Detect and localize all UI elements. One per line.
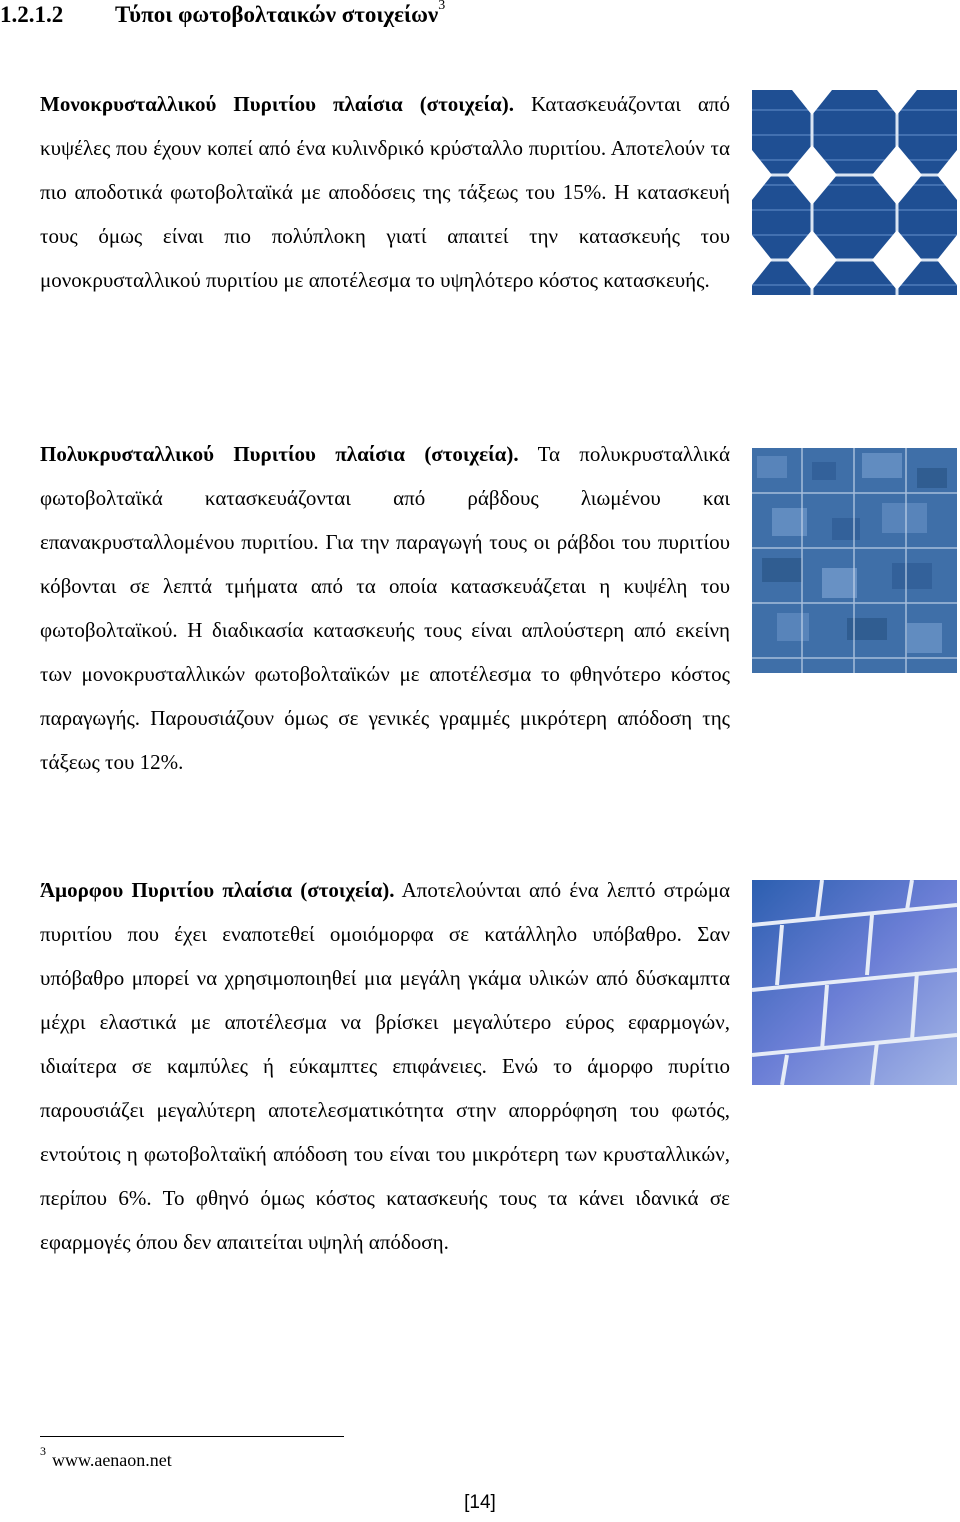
section-heading — [0, 2, 445, 28]
footnote-ref: 3 — [438, 0, 446, 14]
paragraph-body-polycrystalline: Τα πολυκρυσταλλικά φωτοβολταϊκά κατασκευάζονται από ράβδους λιωμένου και επανακρυσταλλομένου πυριτίου. Για την παραγωγή τους οι ράβδοι του πυριτίου κόβονται σε λεπτά τμήματα από τα οποία κατασκευάζεται η κυψέλη του φωτοβολταϊκού. Η διαδικασία κατασκευής τους είναι απλούστερη από εκείνη των μονοκρυσταλλικών φωτοβολταϊκών με αποτέλεσμα το φθηνότερο κόστος παραγωγής. Παρουσιάζουν όμως σε γενικές γραμμές μικρότερη απόδοση της τάξεως του 12%. — [40, 442, 730, 774]
paragraph-polycrystalline — [40, 432, 730, 784]
paragraph-lead-polycrystalline: Πολυκρυσταλλικού Πυριτίου πλαίσια (στοιχεία). — [40, 442, 519, 466]
paragraph-amorphous — [40, 868, 730, 1264]
heading-number: 1.2.1.2 — [0, 2, 64, 27]
paragraph-monocrystalline — [40, 82, 730, 302]
footnote — [40, 1444, 172, 1471]
footnote-mark: 3 — [40, 1444, 46, 1458]
paragraph-body-amorphous: Αποτελούνται από ένα λεπτό στρώμα πυριτίου που έχει εναποτεθεί ομοιόμορφα σε κατάλληλο υπόβαθρο. Σαν υπόβαθρο μπορεί να χρησιμοποιηθεί μια μεγάλη γκάμα υλικών από δύσκαμπτα μέχρι ελαστικά με αποτέλεσμα να βρίσκει μεγαλύτερο εύρος εφαρμογών, ιδιαίτερα σε καμπύλες ή εύκαμπτες επιφάνειες. Ενώ το άμορφο πυρίτιο παρουσιάζει μεγαλύτερη αποτελεσματικότητα στην απορρόφηση του φωτός, εντούτοις η φωτοβολταϊκή απόδοση του είναι του μικρότερη των κρυσταλλικών, περίπου 6%. Το φθηνό όμως κόστος κατασκευής τους τα κάνει ιδανικά σε εφαρμογές όπου δεν απαιτείται υψηλή απόδοση. — [40, 878, 730, 1254]
footnote-link[interactable]: www.aenaon.net — [52, 1450, 172, 1470]
amorphous-panel-image — [752, 880, 957, 1085]
paragraph-lead-amorphous: Άμορφου Πυριτίου πλαίσια (στοιχεία). — [40, 878, 395, 902]
paragraph-lead-monocrystalline: Μονοκρυσταλλικού Πυριτίου πλαίσια (στοιχεία). — [40, 92, 514, 116]
monocrystalline-panel-image — [752, 90, 957, 295]
heading-title: Τύποι φωτοβολταικών στοιχείων — [115, 2, 439, 27]
polycrystalline-panel-image — [752, 448, 957, 673]
paragraph-body-monocrystalline: Κατασκευάζονται από κυψέλες που έχουν κοπεί από ένα κυλινδρικό κρύσταλλο πυριτίου. Αποτελούν τα πιο αποδοτικά φωτοβολταϊκά με αποδόσεις της τάξεως του 15%. Η κατασκευή τους όμως είναι πιο πολύπλοκη γιατί απαιτεί την κατασκευής του μονοκρυσταλλικού πυριτίου με αποτέλεσμα το υψηλότερο κόστος κατασκευής. — [40, 92, 731, 292]
footnote-divider — [40, 1436, 344, 1437]
page-number: [14] — [464, 1492, 496, 1513]
